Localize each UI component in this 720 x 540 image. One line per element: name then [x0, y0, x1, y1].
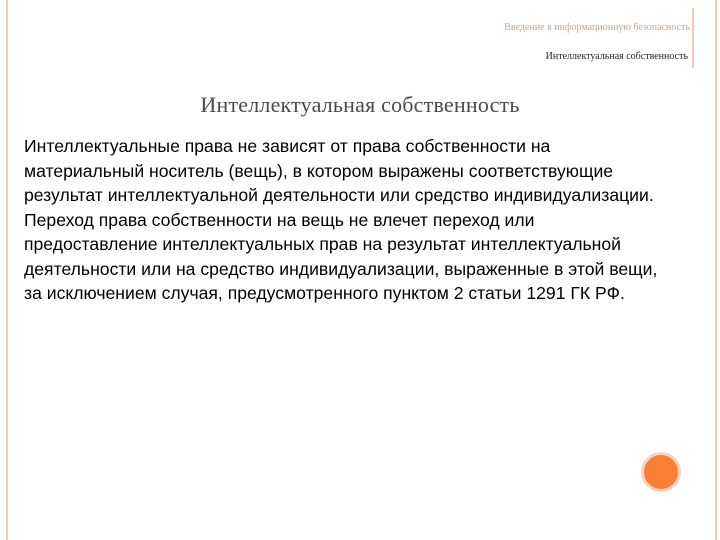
- slide-body: [24, 134, 664, 306]
- header-course-name: Введение в информационную безопасность: [504, 22, 690, 33]
- slide-title: Интеллектуальная собственность: [200, 92, 520, 117]
- left-border-line: [6, 0, 8, 540]
- header-topic-name: Интеллектуальная собственность: [545, 51, 688, 62]
- body-paragraph: Интеллектуальные права не зависят от права собственности на материальный носитель (вещь), в котором выражены соответствующие результат интеллектуальной деятельности или средство индивидуализации.: [24, 136, 654, 205]
- body-paragraph: Переход права собственности на вещь не влечет переход или предоставление интеллектуальных прав на результат интеллектуальной деятельности или на средство индивидуализации, выраженные в этой вещи, за исключением случая, предусмотренного пунктом 2 статьи 1291 ГК РФ.: [24, 209, 658, 303]
- right-border-line: [715, 0, 717, 540]
- header-rule: [692, 8, 694, 68]
- decorative-circle: [641, 452, 681, 492]
